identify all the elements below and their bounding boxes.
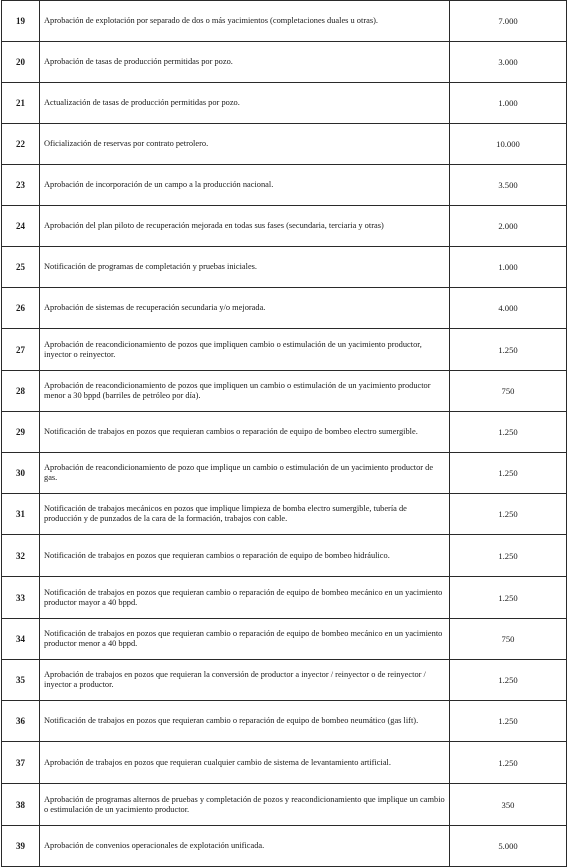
row-amount: 350 [450,784,567,826]
table-row [2,453,567,494]
table-row [2,1,567,42]
row-description: Aprobación de trabajos en pozos que requieran la conversión de productor a inyector / reinyector o de reinyector / inyector a productor. [40,660,450,701]
row-number: 24 [2,206,40,247]
row-description: Notificación de trabajos en pozos que requieran cambio o reparación de equipo de bombeo mecánico en un yacimiento productor menor a 40 bppd. [40,619,450,660]
row-number: 20 [2,42,40,83]
row-amount: 10.000 [450,124,567,165]
table-row [2,412,567,453]
table-row [2,247,567,288]
row-description: Aprobación de convenios operacionales de explotación unificada. [40,826,450,867]
row-amount: 1.250 [450,577,567,619]
row-description: Notificación de trabajos en pozos que requieran cambios o reparación de equipo de bombeo electro sumergible. [40,412,450,453]
row-number: 19 [2,1,40,42]
row-description: Aprobación de explotación por separado de dos o más yacimientos (completaciones duales u otras). [40,1,450,42]
table-row [2,329,567,371]
row-number: 21 [2,83,40,124]
table-row [2,619,567,660]
table-row [2,165,567,206]
row-amount: 1.250 [450,329,567,371]
table-row [2,206,567,247]
row-description: Actualización de tasas de producción permitidas por pozo. [40,83,450,124]
row-amount: 1.250 [450,535,567,577]
table-row [2,826,567,867]
table-row [2,742,567,784]
row-description: Notificación de trabajos mecánicos en pozos que implique limpieza de bomba electro sumergible, tubería de producción y de punzados de la cara de la formación, trabajos con cable. [40,494,450,535]
row-amount: 750 [450,371,567,412]
row-amount: 1.250 [450,742,567,784]
table-row [2,83,567,124]
row-description: Aprobación de reacondicionamiento de pozos que impliquen cambio o estimulación de un yacimiento productor, inyector o reinyector. [40,329,450,371]
row-description: Aprobación de reacondicionamiento de pozo que implique un cambio o estimulación de un yacimiento productor de gas. [40,453,450,494]
row-amount: 7.000 [450,1,567,42]
row-amount: 1.000 [450,83,567,124]
row-number: 31 [2,494,40,535]
table-row [2,660,567,701]
row-number: 23 [2,165,40,206]
row-number: 29 [2,412,40,453]
row-amount: 1.000 [450,247,567,288]
row-amount: 5.000 [450,826,567,867]
table-row [2,577,567,619]
row-amount: 750 [450,619,567,660]
row-number: 36 [2,701,40,742]
row-number: 39 [2,826,40,867]
row-number: 37 [2,742,40,784]
table-row [2,701,567,742]
row-amount: 1.250 [450,453,567,494]
table-row [2,494,567,535]
row-number: 32 [2,535,40,577]
row-description: Aprobación de programas alternos de pruebas y completación de pozos y reacondicionamiento que implique un cambio o estimulación de un yacimiento productor. [40,784,450,826]
row-number: 25 [2,247,40,288]
row-number: 35 [2,660,40,701]
row-amount: 1.250 [450,660,567,701]
table-row [2,371,567,412]
row-amount: 4.000 [450,288,567,329]
fee-table [1,0,567,867]
row-amount: 1.250 [450,412,567,453]
table-row [2,42,567,83]
table-row [2,288,567,329]
table-row [2,784,567,826]
row-description: Notificación de trabajos en pozos que requieran cambio o reparación de equipo de bombeo mecánico en un yacimiento productor mayor a 40 bppd. [40,577,450,619]
row-description: Notificación de trabajos en pozos que requieran cambios o reparación de equipo de bombeo hidráulico. [40,535,450,577]
row-number: 33 [2,577,40,619]
row-description: Aprobación de tasas de producción permitidas por pozo. [40,42,450,83]
fee-table-body [2,1,567,867]
row-description: Oficialización de reservas por contrato petrolero. [40,124,450,165]
row-number: 34 [2,619,40,660]
row-number: 28 [2,371,40,412]
table-row [2,535,567,577]
row-number: 27 [2,329,40,371]
row-description: Aprobación de trabajos en pozos que requieran cualquier cambio de sistema de levantamiento artificial. [40,742,450,784]
row-description: Notificación de trabajos en pozos que requieran cambio o reparación de equipo de bombeo neumático (gas lift). [40,701,450,742]
row-description: Aprobación de sistemas de recuperación secundaria y/o mejorada. [40,288,450,329]
row-description: Aprobación del plan piloto de recuperación mejorada en todas sus fases (secundaria, terciaria y otras) [40,206,450,247]
row-description: Aprobación de incorporación de un campo a la producción nacional. [40,165,450,206]
row-amount: 1.250 [450,494,567,535]
row-amount: 2.000 [450,206,567,247]
row-number: 26 [2,288,40,329]
row-description: Aprobación de reacondicionamiento de pozos que impliquen un cambio o estimulación de un yacimiento productor menor a 30 bppd (barriles de petróleo por día). [40,371,450,412]
row-description: Notificación de programas de completación y pruebas iniciales. [40,247,450,288]
row-amount: 1.250 [450,701,567,742]
row-amount: 3.000 [450,42,567,83]
row-amount: 3.500 [450,165,567,206]
row-number: 30 [2,453,40,494]
row-number: 38 [2,784,40,826]
row-number: 22 [2,124,40,165]
table-row [2,124,567,165]
